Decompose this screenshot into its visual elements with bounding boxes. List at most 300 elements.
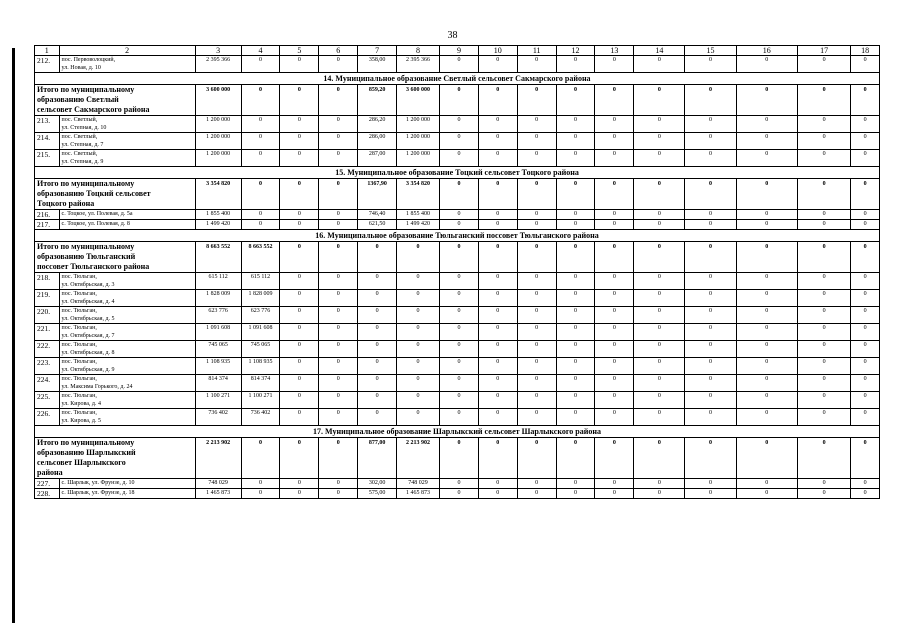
value-cell: 745 065: [241, 341, 280, 358]
value-cell: 286,00: [358, 133, 397, 150]
value-cell: 2 395 366: [195, 56, 241, 73]
value-cell: 0: [517, 220, 556, 230]
subtotal-value-cell: 0: [241, 438, 280, 479]
value-cell: 0: [851, 290, 880, 307]
subtotal-value-cell: 3 354 820: [397, 179, 440, 210]
value-cell: 0: [280, 358, 319, 375]
subtotal-value-cell: 3 600 000: [195, 85, 241, 116]
value-cell: 1 855 400: [195, 210, 241, 220]
value-cell: 0: [595, 392, 634, 409]
subtotal-value-cell: 0: [440, 242, 479, 273]
value-cell: 0: [797, 479, 850, 489]
subtotal-label: Итого по муниципальному образованию Тюльганский поссовет Тюльганского района: [35, 242, 196, 273]
subtotal-value-cell: 0: [319, 242, 358, 273]
subtotal-value-cell: 0: [358, 242, 397, 273]
address-cell: пос. Тюльган, ул. Октябрьская, д. 3: [59, 273, 195, 290]
value-cell: 814 374: [195, 375, 241, 392]
row-number-cell: 221.: [35, 324, 60, 341]
value-cell: 0: [797, 489, 850, 499]
value-cell: 0: [595, 489, 634, 499]
value-cell: 0: [397, 324, 440, 341]
table-row: [35, 116, 880, 133]
subtotal-value-cell: 0: [851, 85, 880, 116]
value-cell: 0: [319, 290, 358, 307]
row-number-cell: 220.: [35, 307, 60, 324]
value-cell: 0: [797, 307, 850, 324]
row-number-cell: 212.: [35, 56, 60, 73]
value-cell: 0: [440, 409, 479, 426]
value-cell: 0: [358, 273, 397, 290]
subtotal-value-cell: 0: [685, 242, 736, 273]
value-cell: 0: [851, 479, 880, 489]
value-cell: 0: [851, 489, 880, 499]
value-cell: 1 200 000: [397, 133, 440, 150]
value-cell: 0: [851, 409, 880, 426]
table-row: [35, 133, 880, 150]
section-header-row: [35, 230, 880, 242]
value-cell: 0: [241, 489, 280, 499]
value-cell: 0: [358, 307, 397, 324]
section-title: 17. Муниципальное образование Шарлыкский сельсовет Шарлыкского района: [35, 426, 880, 438]
value-cell: 0: [440, 116, 479, 133]
section-title: 15. Муниципальное образование Тоцкий сельсовет Тоцкого района: [35, 167, 880, 179]
value-cell: 0: [478, 392, 517, 409]
value-cell: 0: [736, 290, 797, 307]
value-cell: 0: [595, 220, 634, 230]
value-cell: 0: [634, 273, 685, 290]
value-cell: 0: [634, 392, 685, 409]
value-cell: 0: [319, 392, 358, 409]
value-cell: 0: [397, 375, 440, 392]
value-cell: 0: [736, 392, 797, 409]
column-number-cell: 10: [478, 46, 517, 56]
value-cell: 0: [556, 479, 595, 489]
row-number-cell: 224.: [35, 375, 60, 392]
subtotal-value-cell: 0: [478, 85, 517, 116]
value-cell: 736 402: [241, 409, 280, 426]
value-cell: 0: [685, 324, 736, 341]
subtotal-value-cell: 0: [556, 242, 595, 273]
value-cell: 0: [634, 341, 685, 358]
column-number-cell: 4: [241, 46, 280, 56]
value-cell: 0: [517, 273, 556, 290]
value-cell: 0: [634, 290, 685, 307]
value-cell: 0: [797, 392, 850, 409]
column-number-cell: 13: [595, 46, 634, 56]
value-cell: 0: [440, 307, 479, 324]
value-cell: 0: [319, 307, 358, 324]
table-row: [35, 56, 880, 73]
value-cell: 0: [556, 220, 595, 230]
subtotal-value-cell: 0: [634, 438, 685, 479]
value-cell: 623 776: [195, 307, 241, 324]
value-cell: 0: [797, 210, 850, 220]
column-number-cell: 8: [397, 46, 440, 56]
address-cell: с. Шарлык, ул. Фрунзе, д. 10: [59, 479, 195, 489]
value-cell: 0: [797, 56, 850, 73]
value-cell: 0: [478, 358, 517, 375]
row-number-cell: 217.: [35, 220, 60, 230]
value-cell: 0: [280, 341, 319, 358]
address-cell: с. Тоцкое, ул. Полевая, д. 5а: [59, 210, 195, 220]
value-cell: 0: [478, 133, 517, 150]
value-cell: 0: [851, 116, 880, 133]
value-cell: 0: [397, 307, 440, 324]
value-cell: 0: [851, 307, 880, 324]
value-cell: 0: [634, 307, 685, 324]
value-cell: 0: [517, 392, 556, 409]
value-cell: 0: [851, 341, 880, 358]
value-cell: 0: [595, 116, 634, 133]
address-cell: пос. Светлый, ул. Степная, д. 10: [59, 116, 195, 133]
value-cell: 0: [797, 273, 850, 290]
value-cell: 0: [685, 375, 736, 392]
value-cell: 0: [517, 324, 556, 341]
value-cell: 0: [517, 358, 556, 375]
value-cell: 0: [478, 479, 517, 489]
address-cell: пос. Тюльган, ул. Октябрьская, д. 5: [59, 307, 195, 324]
value-cell: 0: [319, 116, 358, 133]
value-cell: 1 499 420: [397, 220, 440, 230]
left-margin-rule: [12, 48, 15, 623]
value-cell: 615 112: [195, 273, 241, 290]
address-cell: пос. Тюльган, ул. Октябрьская, д. 4: [59, 290, 195, 307]
value-cell: 0: [440, 479, 479, 489]
value-cell: 748 029: [397, 479, 440, 489]
value-cell: 0: [280, 409, 319, 426]
value-cell: 0: [685, 358, 736, 375]
value-cell: 0: [797, 358, 850, 375]
column-number-cell: 14: [634, 46, 685, 56]
subtotal-value-cell: 0: [685, 438, 736, 479]
value-cell: 0: [517, 133, 556, 150]
value-cell: 0: [736, 116, 797, 133]
address-cell: пос. Светлый, ул. Степная, д. 9: [59, 150, 195, 167]
value-cell: 0: [397, 392, 440, 409]
value-cell: 0: [634, 409, 685, 426]
value-cell: 0: [478, 307, 517, 324]
value-cell: 0: [280, 133, 319, 150]
subtotal-value-cell: 0: [685, 85, 736, 116]
value-cell: 0: [440, 341, 479, 358]
table-row: [35, 341, 880, 358]
value-cell: 0: [556, 307, 595, 324]
subtotal-value-cell: 0: [280, 438, 319, 479]
subtotal-value-cell: 859,20: [358, 85, 397, 116]
value-cell: 0: [595, 210, 634, 220]
value-cell: 0: [685, 341, 736, 358]
value-cell: 0: [280, 479, 319, 489]
subtotal-value-cell: 0: [440, 438, 479, 479]
column-number-cell: 17: [797, 46, 850, 56]
value-cell: 0: [517, 116, 556, 133]
subtotal-value-cell: 0: [319, 85, 358, 116]
value-cell: 0: [634, 220, 685, 230]
value-cell: 0: [556, 375, 595, 392]
value-cell: 0: [478, 324, 517, 341]
value-cell: 0: [556, 56, 595, 73]
value-cell: 0: [595, 307, 634, 324]
value-cell: 0: [319, 210, 358, 220]
value-cell: 0: [280, 307, 319, 324]
value-cell: 0: [595, 56, 634, 73]
value-cell: 1 828 009: [241, 290, 280, 307]
value-cell: 0: [397, 409, 440, 426]
column-number-cell: 12: [556, 46, 595, 56]
value-cell: 0: [280, 273, 319, 290]
value-cell: 0: [280, 116, 319, 133]
value-cell: 0: [440, 290, 479, 307]
value-cell: 0: [319, 273, 358, 290]
value-cell: 0: [440, 150, 479, 167]
value-cell: 0: [685, 56, 736, 73]
value-cell: 0: [736, 210, 797, 220]
value-cell: 0: [851, 358, 880, 375]
subtotal-value-cell: 8 663 552: [241, 242, 280, 273]
table-row: [35, 273, 880, 290]
value-cell: 0: [478, 56, 517, 73]
value-cell: 0: [634, 375, 685, 392]
value-cell: 0: [358, 409, 397, 426]
subtotal-value-cell: 0: [851, 179, 880, 210]
value-cell: 0: [736, 133, 797, 150]
subtotal-value-cell: 0: [440, 179, 479, 210]
value-cell: 1 108 935: [195, 358, 241, 375]
value-cell: 0: [797, 116, 850, 133]
value-cell: 0: [397, 358, 440, 375]
value-cell: 0: [478, 409, 517, 426]
value-cell: 0: [595, 375, 634, 392]
subtotal-value-cell: 0: [517, 438, 556, 479]
address-cell: пос. Тюльган, ул. Октябрьская, д. 8: [59, 341, 195, 358]
subtotal-value-cell: 0: [319, 438, 358, 479]
subtotal-value-cell: 0: [736, 179, 797, 210]
subtotal-value-cell: 0: [634, 242, 685, 273]
section-title: 14. Муниципальное образование Светлый сельсовет Сакмарского района: [35, 73, 880, 85]
subtotal-value-cell: 0: [736, 438, 797, 479]
housing-program-table: [34, 45, 880, 499]
value-cell: 0: [241, 56, 280, 73]
value-cell: 0: [397, 341, 440, 358]
value-cell: 0: [797, 133, 850, 150]
value-cell: 0: [595, 150, 634, 167]
value-cell: 0: [358, 375, 397, 392]
value-cell: 1 465 873: [195, 489, 241, 499]
value-cell: 0: [440, 56, 479, 73]
subtotal-label: Итого по муниципальному образованию Шарлыкский сельсовет Шарлыкского района: [35, 438, 196, 479]
value-cell: 814 374: [241, 375, 280, 392]
row-number-cell: 213.: [35, 116, 60, 133]
value-cell: 0: [280, 150, 319, 167]
value-cell: 0: [851, 220, 880, 230]
value-cell: 0: [319, 324, 358, 341]
value-cell: 0: [685, 290, 736, 307]
value-cell: 0: [280, 324, 319, 341]
value-cell: 0: [478, 210, 517, 220]
value-cell: 0: [736, 56, 797, 73]
value-cell: 0: [556, 409, 595, 426]
subtotal-value-cell: 0: [797, 438, 850, 479]
value-cell: 0: [517, 375, 556, 392]
address-cell: пос. Тюльган, ул. Октябрьская, д. 9: [59, 358, 195, 375]
value-cell: 0: [478, 220, 517, 230]
value-cell: 0: [478, 489, 517, 499]
value-cell: 0: [851, 324, 880, 341]
value-cell: 0: [280, 375, 319, 392]
value-cell: 0: [280, 210, 319, 220]
value-cell: 0: [685, 220, 736, 230]
value-cell: 0: [319, 409, 358, 426]
subtotal-value-cell: 0: [517, 85, 556, 116]
value-cell: 287,00: [358, 150, 397, 167]
value-cell: 0: [851, 273, 880, 290]
subtotal-value-cell: 0: [851, 242, 880, 273]
row-number-cell: 222.: [35, 341, 60, 358]
value-cell: 0: [685, 210, 736, 220]
row-number-cell: 227.: [35, 479, 60, 489]
value-cell: 0: [517, 489, 556, 499]
subtotal-value-cell: 0: [280, 242, 319, 273]
address-cell: пос. Светлый, ул. Степная, д. 7: [59, 133, 195, 150]
value-cell: 0: [556, 116, 595, 133]
subtotal-value-cell: 3 354 820: [195, 179, 241, 210]
value-cell: 0: [634, 150, 685, 167]
value-cell: 0: [851, 133, 880, 150]
value-cell: 0: [319, 150, 358, 167]
value-cell: 0: [797, 150, 850, 167]
table-row: [35, 489, 880, 499]
subtotal-value-cell: 0: [595, 242, 634, 273]
subtotal-value-cell: 0: [797, 179, 850, 210]
section-header-row: [35, 426, 880, 438]
subtotal-value-cell: 0: [241, 85, 280, 116]
value-cell: 0: [319, 133, 358, 150]
row-number-cell: 226.: [35, 409, 60, 426]
value-cell: 0: [319, 479, 358, 489]
subtotal-value-cell: 0: [319, 179, 358, 210]
value-cell: 0: [358, 392, 397, 409]
value-cell: 0: [478, 116, 517, 133]
subtotal-value-cell: 0: [595, 179, 634, 210]
value-cell: 0: [685, 392, 736, 409]
value-cell: 1 100 271: [241, 392, 280, 409]
value-cell: 0: [736, 220, 797, 230]
value-cell: 0: [280, 56, 319, 73]
row-number-cell: 225.: [35, 392, 60, 409]
table-row: [35, 392, 880, 409]
value-cell: 0: [556, 273, 595, 290]
table-row: [35, 358, 880, 375]
value-cell: 736 402: [195, 409, 241, 426]
value-cell: 0: [685, 116, 736, 133]
value-cell: 0: [280, 220, 319, 230]
value-cell: 0: [319, 341, 358, 358]
table-row: [35, 479, 880, 489]
column-number-cell: 18: [851, 46, 880, 56]
subtotal-value-cell: 0: [851, 438, 880, 479]
value-cell: 0: [851, 392, 880, 409]
value-cell: 575,00: [358, 489, 397, 499]
value-cell: 0: [517, 341, 556, 358]
value-cell: 0: [319, 358, 358, 375]
value-cell: 0: [595, 133, 634, 150]
value-cell: 0: [736, 489, 797, 499]
value-cell: 0: [797, 324, 850, 341]
table-row: [35, 220, 880, 230]
value-cell: 0: [797, 220, 850, 230]
value-cell: 0: [478, 375, 517, 392]
value-cell: 1 855 400: [397, 210, 440, 220]
column-number-cell: 6: [319, 46, 358, 56]
subtotal-value-cell: 0: [556, 438, 595, 479]
value-cell: 0: [736, 375, 797, 392]
value-cell: 0: [358, 358, 397, 375]
page-number: 38: [447, 30, 458, 41]
value-cell: 0: [556, 290, 595, 307]
value-cell: 0: [685, 133, 736, 150]
value-cell: 0: [397, 290, 440, 307]
value-cell: 0: [556, 210, 595, 220]
value-cell: 286,20: [358, 116, 397, 133]
address-cell: с. Шарлык, ул. Фрунзе, д. 18: [59, 489, 195, 499]
subtotal-value-cell: 0: [280, 179, 319, 210]
value-cell: 0: [319, 489, 358, 499]
subtotal-value-cell: 2 213 902: [397, 438, 440, 479]
value-cell: 0: [556, 324, 595, 341]
value-cell: 0: [478, 341, 517, 358]
value-cell: 0: [634, 56, 685, 73]
row-number-cell: 228.: [35, 489, 60, 499]
subtotal-value-cell: 2 213 902: [195, 438, 241, 479]
value-cell: 0: [685, 150, 736, 167]
value-cell: 0: [241, 116, 280, 133]
value-cell: 0: [736, 358, 797, 375]
subtotal-row: [35, 179, 880, 210]
value-cell: 0: [241, 220, 280, 230]
value-cell: 1 828 009: [195, 290, 241, 307]
value-cell: 0: [685, 479, 736, 489]
table-row: [35, 307, 880, 324]
subtotal-value-cell: 0: [517, 179, 556, 210]
table-row: [35, 324, 880, 341]
address-cell: с. Тоцкое, ул. Полевая, д. 8: [59, 220, 195, 230]
value-cell: 358,00: [358, 56, 397, 73]
subtotal-value-cell: 3 600 000: [397, 85, 440, 116]
section-header-row: [35, 73, 880, 85]
value-cell: 0: [736, 409, 797, 426]
value-cell: 1 108 935: [241, 358, 280, 375]
subtotal-row: [35, 85, 880, 116]
subtotal-row: [35, 438, 880, 479]
subtotal-value-cell: 0: [595, 85, 634, 116]
value-cell: 0: [358, 290, 397, 307]
column-number-cell: 7: [358, 46, 397, 56]
value-cell: 0: [517, 290, 556, 307]
value-cell: 1 499 420: [195, 220, 241, 230]
value-cell: 1 200 000: [397, 116, 440, 133]
value-cell: 0: [556, 392, 595, 409]
value-cell: 0: [595, 409, 634, 426]
value-cell: 0: [595, 358, 634, 375]
table-row: [35, 150, 880, 167]
value-cell: 0: [440, 358, 479, 375]
value-cell: 0: [851, 210, 880, 220]
column-number-cell: 9: [440, 46, 479, 56]
value-cell: 0: [358, 324, 397, 341]
column-number-cell: 2: [59, 46, 195, 56]
subtotal-value-cell: 0: [736, 85, 797, 116]
subtotal-value-cell: 0: [280, 85, 319, 116]
